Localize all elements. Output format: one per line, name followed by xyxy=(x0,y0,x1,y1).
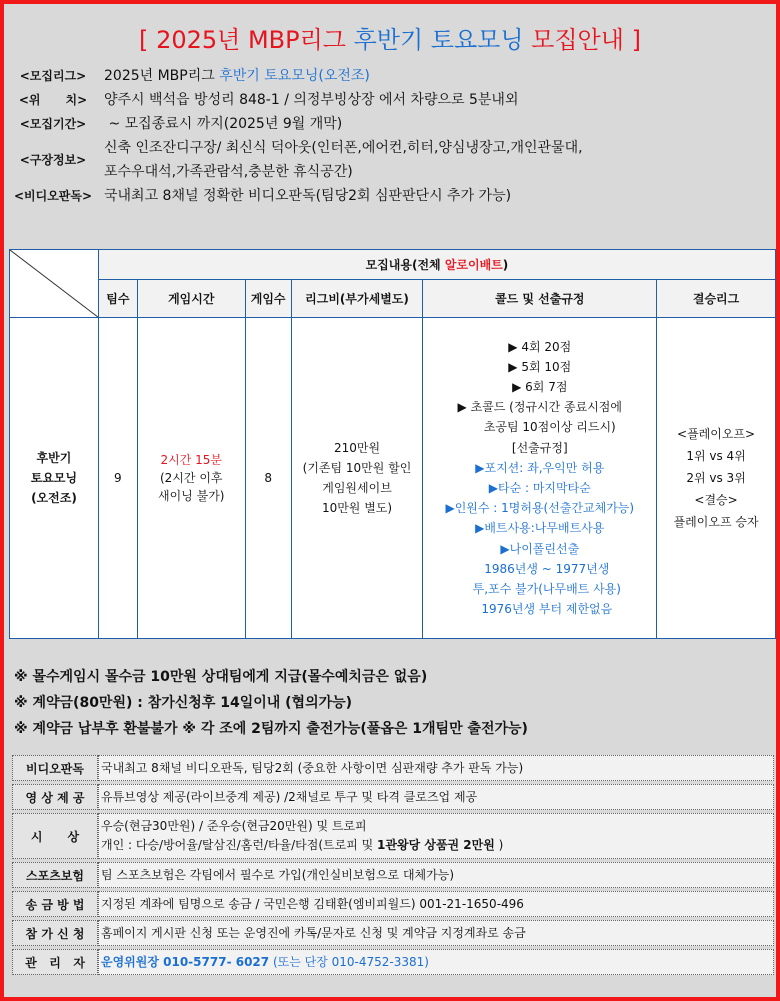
rule-line: ▶ 6회 7점 xyxy=(512,379,568,394)
final-line: 2위 vs 3위 xyxy=(686,471,746,485)
page-title xyxy=(4,20,776,55)
info-value xyxy=(102,136,776,184)
info-row-location xyxy=(4,88,776,112)
cell-teams: 9 xyxy=(98,318,137,639)
details-table xyxy=(12,752,774,978)
cell-time xyxy=(137,318,245,639)
rule-line: ▶ 4회 20점 xyxy=(508,339,572,354)
table-corner-cell xyxy=(10,250,99,318)
cell-fee xyxy=(291,318,423,639)
col-header-games: 게임수 xyxy=(245,280,291,318)
info-row-period xyxy=(4,112,776,136)
title-part1: 2025년 MBP리그 xyxy=(156,26,346,54)
note-deposit: ※ 계약금(80만원) : 참가신청후 14일이내 (협의가능) xyxy=(14,695,353,711)
league-name-line: 토요모닝 xyxy=(30,471,78,485)
info-label: <모집리그> xyxy=(19,69,87,83)
detail-label-video: 비디오판독 xyxy=(12,755,98,781)
detail-label-payment: 송 금 방 법 xyxy=(12,891,98,917)
info-value-line1: 신축 인조잔디구장/ 최신식 덕아웃(인터폰,에어컨,히터,양심냉장고,개인관물대, xyxy=(104,140,583,156)
info-row-video xyxy=(4,184,776,208)
detail-value-apply: 홈페이지 게시판 신청 또는 운영진에 카톡/문자로 신청 및 계약금 지정계좌로 송금 xyxy=(98,920,774,946)
col-header-teams: 팀수 xyxy=(98,280,137,318)
table-header-main xyxy=(98,250,775,280)
title-part2: 후반기 토요모닝 xyxy=(353,26,524,54)
award-line2 xyxy=(101,836,773,855)
manager-phone: 운영위원장 010-5777- 6027 xyxy=(101,954,270,969)
rule-line: ▶타순 : 마지막타순 xyxy=(488,481,591,495)
rule-line: 1976년생 부터 제한없음 xyxy=(481,602,613,617)
col-header-rules: 콜드 및 선출규정 xyxy=(423,280,657,318)
award-line1: 우승(현금30만원) / 준우승(현금20만원) 및 트로피 xyxy=(101,819,367,833)
detail-label-insurance: 스포츠보험 xyxy=(12,862,98,888)
info-value: ~ 모집종료시 까지(2025년 9월 개막) xyxy=(104,116,343,132)
cell-games: 8 xyxy=(245,318,291,639)
info-label: <모집기간> xyxy=(19,117,87,131)
rule-line: ▶배트사용:나무배트사용 xyxy=(475,521,605,536)
detail-value-award xyxy=(98,813,774,859)
rule-line: [선출규정] xyxy=(511,440,568,455)
col-header-final: 결승리그 xyxy=(657,280,776,318)
detail-value-insurance: 팀 스포츠보험은 각팀에서 필수로 가입(개인실비보험으로 대체가능) xyxy=(98,862,774,888)
info-row-league xyxy=(4,64,776,88)
league-name-line: 후반기 xyxy=(36,451,72,465)
fee-line: 210만원 xyxy=(333,441,381,455)
header-main-close: ) xyxy=(502,258,509,272)
league-name-line: (오전조) xyxy=(31,491,77,505)
info-label: <비디오판독> xyxy=(13,189,93,203)
time-note: (2시간 이후 xyxy=(160,471,223,485)
rule-line: 1986년생 ~ 1977년생 xyxy=(484,561,610,576)
award-line2-plain: 개인 : 다승/방어율/탈삼진/홈런/타율/타점(트로피 및 xyxy=(101,838,378,852)
final-line: 플레이오프 승자 xyxy=(673,515,759,529)
info-value-plain: 2025년 MBP리그 xyxy=(104,68,220,84)
award-line2-end: ) xyxy=(494,838,504,852)
manager-alt-phone: (또는 단장 010-4752-3381) xyxy=(269,954,429,969)
detail-value-payment: 지정된 계좌에 팀명으로 송금 / 국민은행 김태환(엠비피월드) 001-21-1650-496 xyxy=(98,891,774,917)
col-header-time: 게임시간 xyxy=(137,280,245,318)
fee-line: 10만원 별도) xyxy=(321,501,393,515)
cell-final xyxy=(657,318,776,639)
header-main-plain: 모집내용(전체 xyxy=(365,258,445,272)
cell-rules xyxy=(423,318,657,639)
info-value: 양주시 백석읍 방성리 848-1 / 의정부빙상장 에서 차량으로 5분내외 xyxy=(104,92,519,108)
col-header-fee: 리그비(부가세별도) xyxy=(291,280,423,318)
final-line: <결승> xyxy=(694,493,738,507)
note-forfeit: ※ 몰수게임시 몰수금 10만원 상대팀에게 지급(몰수예치금은 없음) xyxy=(14,669,428,685)
info-value-line2: 포수우대석,가족관람석,충분한 휴식공간) xyxy=(104,164,353,180)
info-value xyxy=(102,64,776,88)
fee-line: 게임원세이브 xyxy=(322,481,392,495)
title-bracket-open: [ xyxy=(139,26,149,54)
final-line: <플레이오프> xyxy=(677,427,756,441)
rule-line: ▶인원수 : 1명허용(선출간교체가능) xyxy=(445,501,635,516)
info-label: <위 치> xyxy=(18,93,88,107)
rule-line: ▶포지션: 좌,우익만 허용 xyxy=(475,460,605,475)
row-league-name xyxy=(10,318,99,639)
detail-value-manager xyxy=(98,949,774,975)
rule-line: ▶ 초콜드 (정규시간 종료시점에 xyxy=(457,400,622,415)
rule-line: 초공팀 10점이상 리드시) xyxy=(483,420,616,435)
notes-section xyxy=(14,664,776,742)
rule-line: ▶나이폴린선출 xyxy=(500,541,580,556)
info-row-facility xyxy=(4,136,776,184)
title-bracket-close: ] xyxy=(631,26,641,54)
time-main: 2시간 15분 xyxy=(160,453,222,467)
rule-line: 투,포수 불가(나무배트 사용) xyxy=(472,582,621,597)
info-section xyxy=(4,64,776,208)
detail-label-award: 시 상 xyxy=(12,813,98,859)
time-note: 새이닝 불가) xyxy=(158,489,225,503)
title-part3: 모집안내 xyxy=(531,26,624,54)
final-line: 1위 vs 4위 xyxy=(686,449,746,463)
info-value-blue: 후반기 토요모닝(오전조) xyxy=(219,68,370,84)
diagonal-line xyxy=(10,250,98,317)
fee-line: (기존팀 10만원 할인 xyxy=(302,461,412,475)
note-refund: ※ 계약금 납부후 환불불가 ※ 각 조에 2팀까지 출전가능(풀옵은 1개팀만 출전가능) xyxy=(14,721,528,737)
header-main-red: 알로이배트 xyxy=(444,258,503,272)
detail-label-media: 영 상 제 공 xyxy=(12,784,98,810)
recruit-table xyxy=(9,249,776,639)
info-label: <구장정보> xyxy=(19,153,87,167)
rule-line: ▶ 5회 10점 xyxy=(508,359,572,374)
award-line2-bold: 1관왕당 상품권 2만원 xyxy=(377,838,495,852)
detail-value-media: 유튜브영상 제공(라이브중계 제공) /2채널로 투구 및 타격 클로즈업 제공 xyxy=(98,784,774,810)
detail-label-manager: 관 리 자 xyxy=(12,949,98,975)
detail-label-apply: 참 가 신 청 xyxy=(12,920,98,946)
info-value: 국내최고 8채널 정확한 비디오판독(팀당2회 심판판단시 추가 가능) xyxy=(104,188,512,204)
detail-value-video: 국내최고 8채널 비디오판독, 팀당2회 (중요한 사항이면 심판재량 추가 판독 가능) xyxy=(98,755,774,781)
